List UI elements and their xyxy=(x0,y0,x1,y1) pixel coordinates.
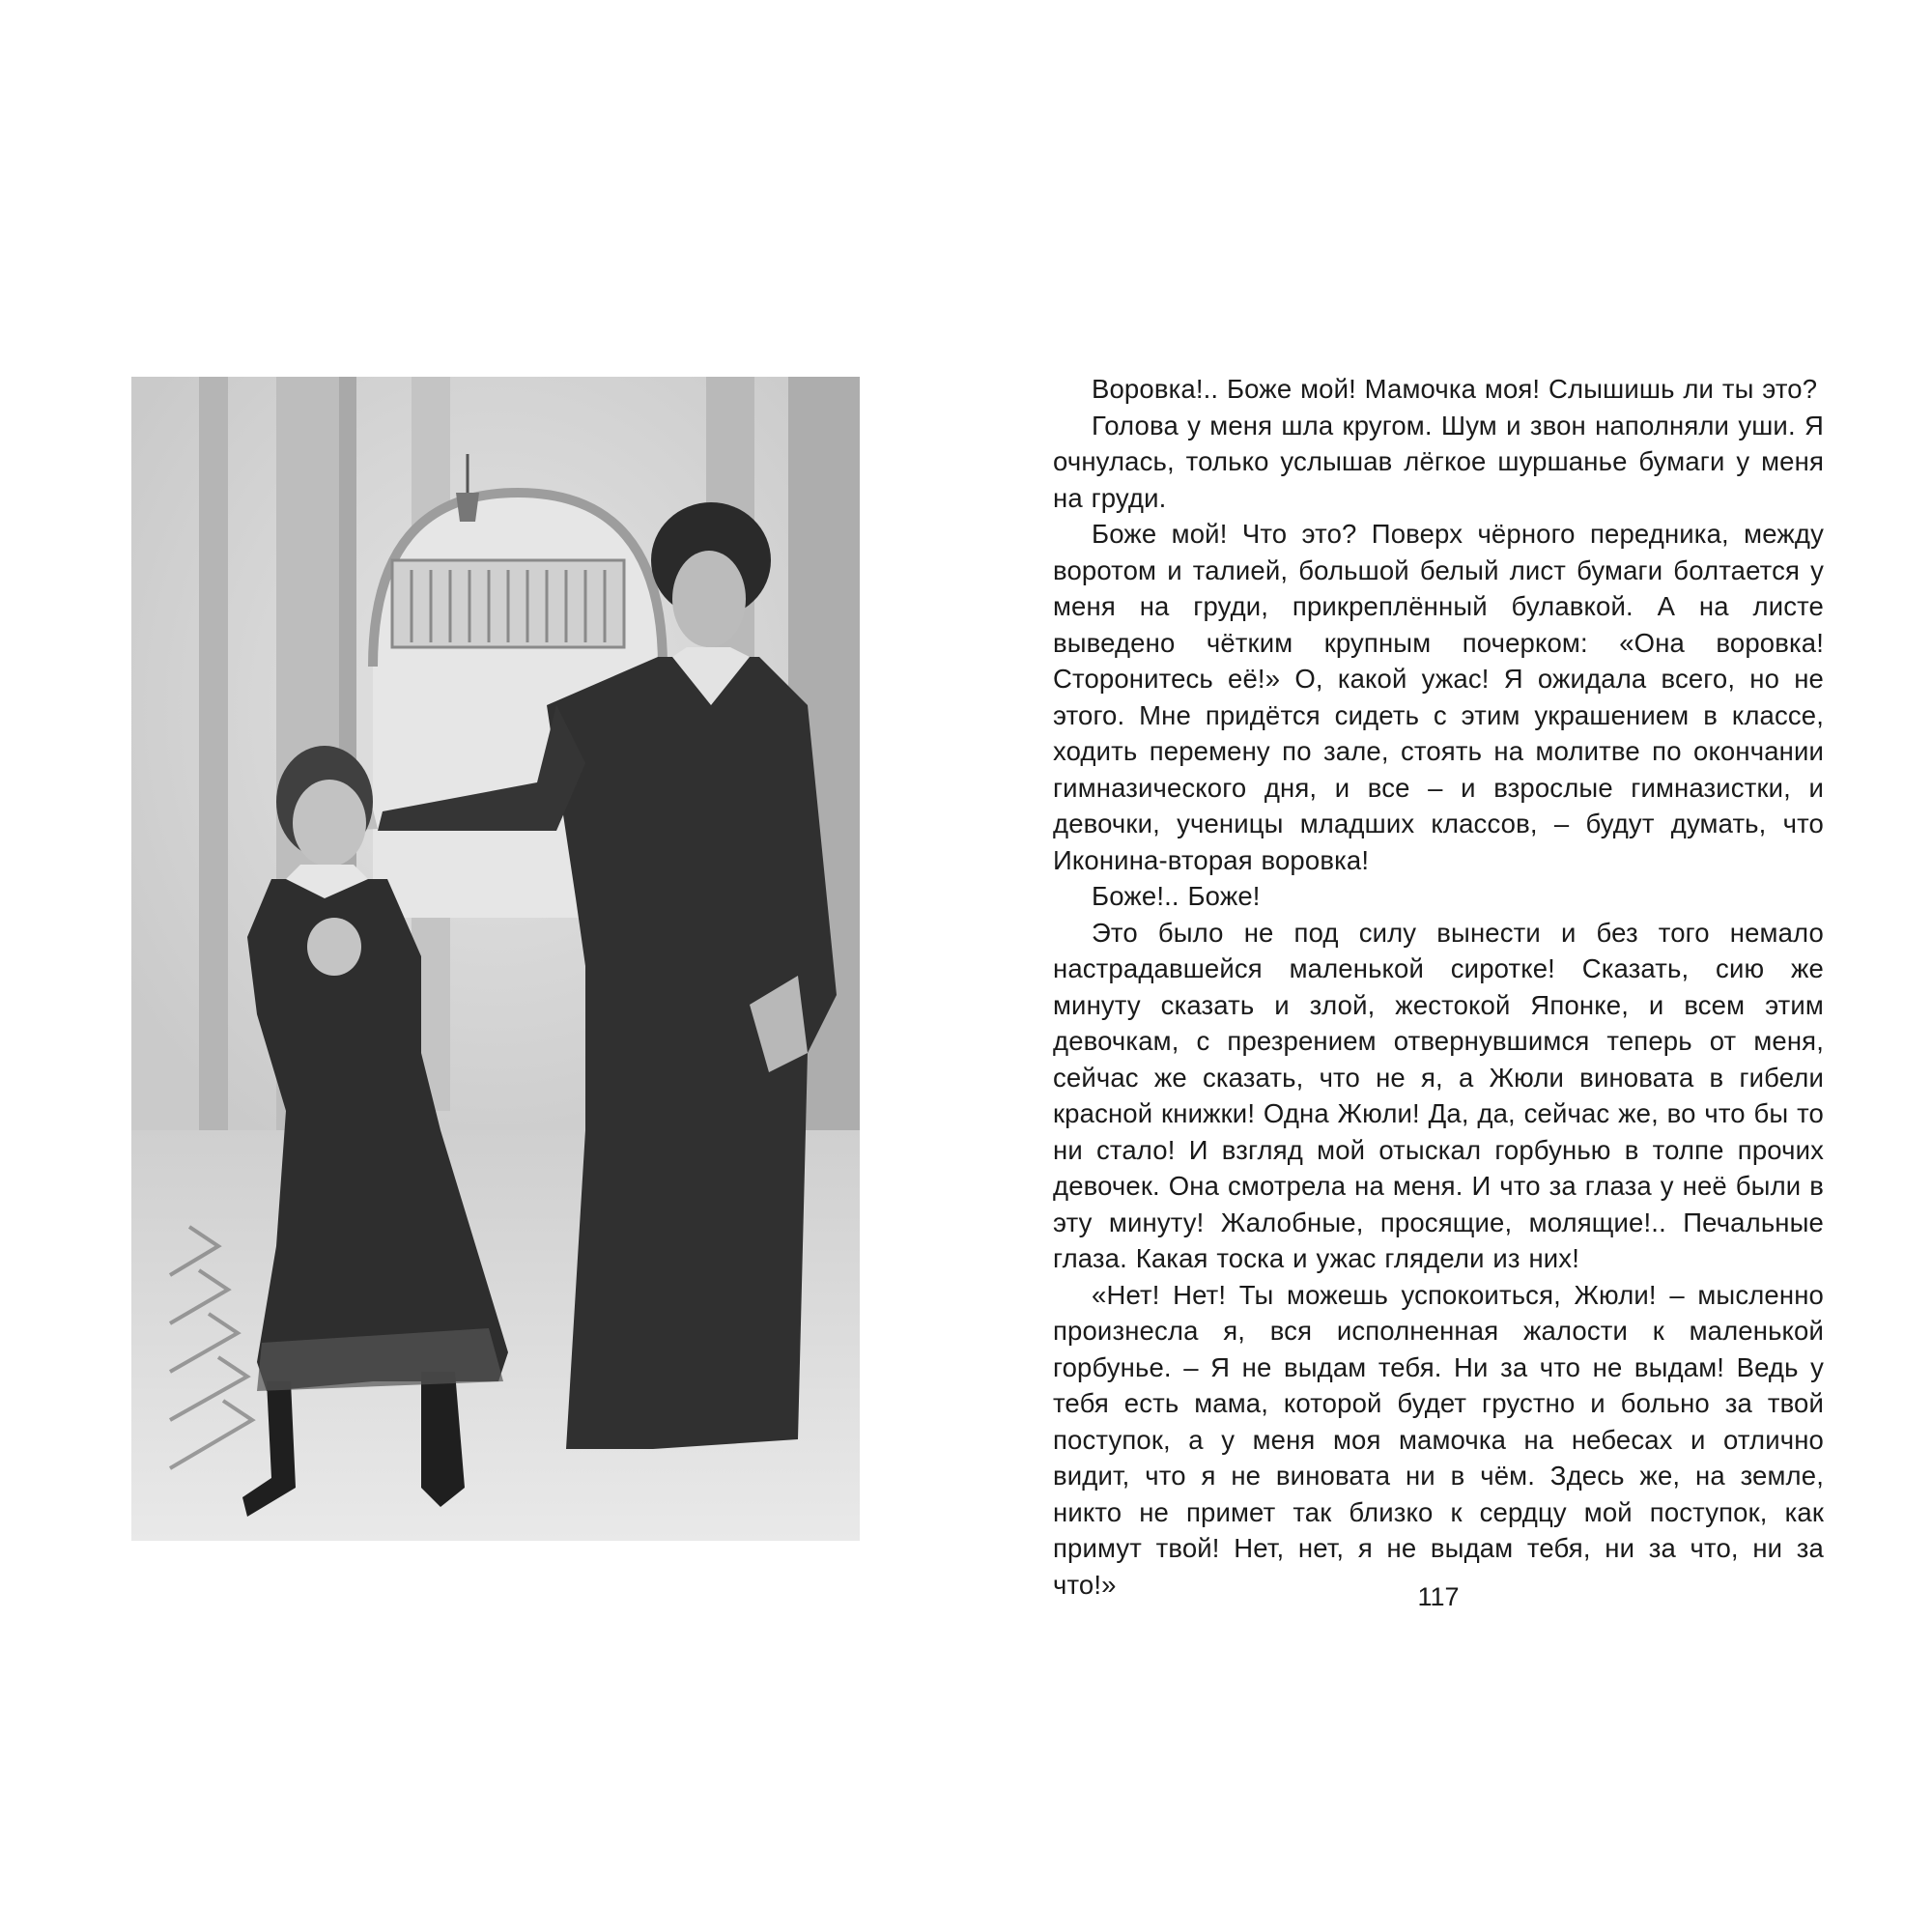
page-number: 117 xyxy=(1417,1582,1460,1611)
paragraph: Боже!.. Боже! xyxy=(1092,881,1261,911)
paragraph: Голова у меня шла кругом. Шум и звон наполняли уши. Я очнулась, только услышав лёгкое шуршанье бумаги у меня на груди. xyxy=(1053,410,1824,513)
paragraph: Воровка!.. Боже мой! Мамочка моя! Слышишь ли ты это? xyxy=(1092,374,1818,404)
illustration-drawing xyxy=(131,377,860,1541)
paragraph: Это было не под силу вынести и без того немало настрадавшейся маленькой сиротке! Сказать, сию же минуту сказать и злой, жестокой Японке, и всем этим девочкам, с презрением отвернувшимся теперь от меня, сейчас же сказать, что не я, а Жюли виновата в гибели красной книжки! Одна Жюли! Да, да, сейчас же, во что бы то ни стало! И взгляд мой отыскал горбунью в толпе прочих девочек. Она смотрела на меня. И что за глаза у неё были в эту минуту! Жалобные, просящие, молящие!.. Печальные глаза. Какая тоска и ужас глядели из них! xyxy=(1053,917,1824,1273)
illustration xyxy=(131,377,860,1541)
paragraph: Боже мой! Что это? Поверх чёрного передника, между воротом и талией, большой белый лист бумаги болтается у меня на груди, прикреплённый булавкой. А на листе выведено чётким крупным почерком: «Она воровка! Сторонитесь её!» О, какой ужас! Я ожидала всего, но не этого. Мне придётся сидеть с этим украшением в классе, ходить перемену по зале, стоять на молитве по окончании гимназического дня, и все – и взрослые гимназистки, и девочки, ученицы младших классов, – будут думать, что Иконина-вторая воровка! xyxy=(1053,519,1824,875)
paragraph: «Нет! Нет! Ты можешь успокоиться, Жюли! – мысленно произнесла я, вся исполненная жалости к маленькой горбунье. – Я не выдам тебя. Ни за что не выдам! Ведь у тебя есть мама, которой будет грустно и больно за твой поступок, а у меня моя мамочка на небесах и отлично видит, что я не виновата ни в чём. Здесь же, на земле, никто не примет так близко к сердцу мой поступок, как примут твой! Нет, нет, я не выдам тебя, ни за что, ни за что!» xyxy=(1053,1279,1824,1600)
text-page xyxy=(1053,371,1824,1603)
